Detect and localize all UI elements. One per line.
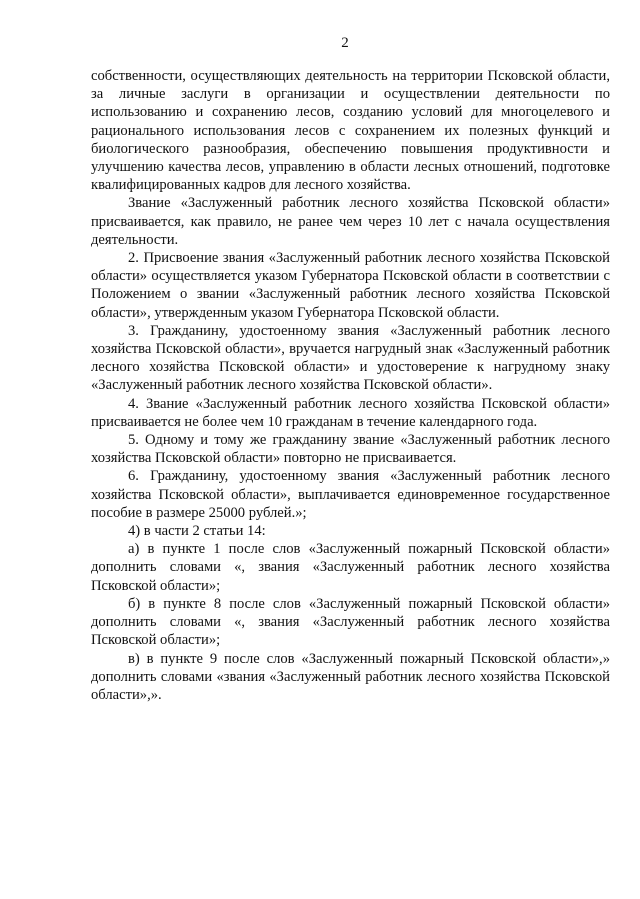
paragraph-subitem-b: б) в пункте 8 после слов «Заслуженный пожарный Псковской области» дополнить словами «, звания «Заслуженный работник лесного хозяйства Псковской области»; [91,595,610,649]
paragraph-subitem-a: а) в пункте 1 после слов «Заслуженный пожарный Псковской области» дополнить словами «, звания «Заслуженный работник лесного хозяйства Псковской области»; [91,541,610,594]
paragraph-item-4: 4. Звание «Заслуженный работник лесного хозяйства Псковской области» присваивается не более чем 10 гражданам в течение календарного года. [91,395,610,430]
paragraph-item-5: 5. Одному и тому же гражданину звание «Заслуженный работник лесного хозяйства Псковской области» повторно не присваивается. [91,432,610,467]
document-body [91,67,610,704]
paragraph-title-conditions: Звание «Заслуженный работник лесного хозяйства Псковской области» присваивается, как правило, не ранее чем через 10 лет с начала осуществления деятельности. [91,195,610,248]
paragraph-continuation: собственности, осуществляющих деятельность на территории Псковской области, за личные заслуги в организации и осуществлении деятельности по использованию и сохранению лесов, созданию условий для многоцелевого и рационального использования лесов с сохранением их полезных функций и биологического разнообразия, обеспечению повышения продуктивности и улучшению качества лесов, управлению в области лесных отношений, подготовке квалифицированных кадров для лесного хозяйства. [91,68,610,194]
paragraph-item-6: 6. Гражданину, удостоенному звания «Заслуженный работник лесного хозяйства Псковской области», выплачивается единовременное государственное пособие в размере 25000 рублей.»; [91,468,610,521]
page-number: 2 [341,35,349,51]
paragraph-article-14-part-2: 4) в части 2 статьи 14: [128,523,266,540]
paragraph-item-3: 3. Гражданину, удостоенному звания «Заслуженный работник лесного хозяйства Псковской области», вручается нагрудный знак «Заслуженный работник лесного хозяйства Псковской области» и удостоверение к нагрудному знаку «Заслуженный работник лесного хозяйства Псковской области». [91,322,610,394]
paragraph-item-2: 2. Присвоение звания «Заслуженный работник лесного хозяйства Псковской области» осуществляется указом Губернатора Псковской области в соответствии с Положением о звании «Заслуженный работник лесного хозяйства Псковской области», утвержденным указом Губернатора Псковской области. [91,250,610,321]
paragraph-subitem-v: в) в пункте 9 после слов «Заслуженный пожарный Псковской области»,» дополнить словами «звания «Заслуженный работник лесного хозяйства Псковской области»,». [91,650,610,703]
